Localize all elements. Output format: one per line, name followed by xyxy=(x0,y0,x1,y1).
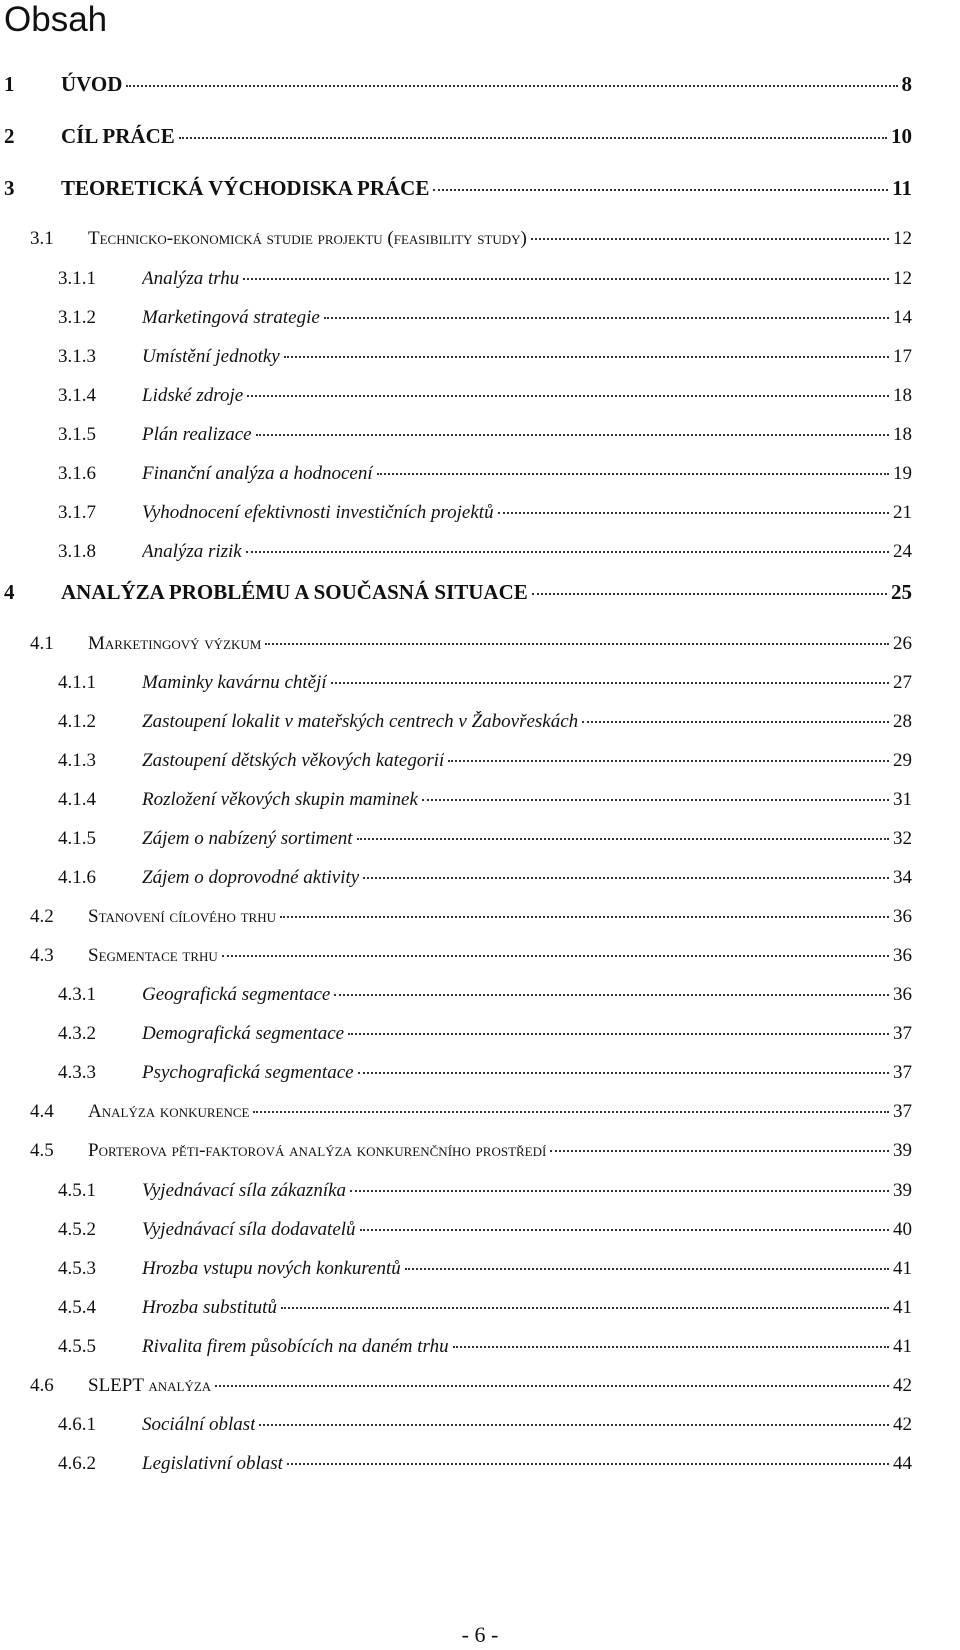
toc-entry-page: 34 xyxy=(893,867,912,888)
toc-dot-leader xyxy=(215,1384,889,1387)
toc-dot-leader xyxy=(363,876,889,879)
toc-entry-title[interactable]: Geografická segmentace xyxy=(142,984,331,1005)
toc-entry-page: 29 xyxy=(893,750,912,771)
toc-entry-page: 18 xyxy=(893,385,912,406)
toc-dot-leader xyxy=(348,1032,889,1035)
toc-entry-title[interactable]: Hrozba vstupu nových konkurentů xyxy=(142,1258,401,1279)
toc-entry-page: 24 xyxy=(893,541,912,562)
toc-dot-leader xyxy=(256,433,889,436)
toc-entry-title[interactable]: Technicko-ekonomická studie projektu (feasibility study) xyxy=(88,228,527,249)
toc-entry-page: 19 xyxy=(893,463,912,484)
toc-dot-leader xyxy=(331,681,889,684)
toc-entry-number: 2 xyxy=(4,124,15,148)
toc-dot-leader xyxy=(405,1267,889,1270)
toc-entry[interactable] xyxy=(58,463,912,485)
toc-entry[interactable] xyxy=(58,1180,912,1202)
toc-entry-title[interactable]: Legislativní oblast xyxy=(142,1453,283,1474)
toc-dot-leader xyxy=(265,642,889,645)
toc-entry-number: 4.1.2 xyxy=(58,711,96,732)
toc-entry-title[interactable]: Rozložení věkových skupin maminek xyxy=(142,789,418,810)
toc-entry-page: 41 xyxy=(893,1336,912,1357)
toc-entry-title[interactable]: Analýza trhu xyxy=(142,268,240,289)
toc-entry-title[interactable]: Zastoupení lokalit v mateřských centrech v Žabovřeskách xyxy=(142,711,579,732)
toc-entry-number: 4.1.4 xyxy=(58,789,96,810)
toc-entry[interactable] xyxy=(58,1297,912,1319)
toc-entry-title[interactable]: Zájem o nabízený sortiment xyxy=(142,828,353,849)
toc-entry-page: 21 xyxy=(893,502,912,523)
toc-dot-leader xyxy=(253,1110,889,1113)
toc-dot-leader xyxy=(246,550,889,553)
toc-dot-leader xyxy=(350,1189,889,1192)
toc-entry-title[interactable]: Finanční analýza a hodnocení xyxy=(142,463,373,484)
toc-entry-number: 4.4 xyxy=(30,1101,54,1122)
toc-entry-page: 31 xyxy=(893,789,912,810)
toc-entry[interactable] xyxy=(58,541,912,563)
toc-dot-leader xyxy=(243,277,889,280)
toc-entry[interactable] xyxy=(58,307,912,329)
toc-entry[interactable] xyxy=(58,711,912,733)
toc-entry-number: 3.1.5 xyxy=(58,424,96,445)
toc-entry-page: 26 xyxy=(893,633,912,654)
toc-dot-leader xyxy=(280,915,889,918)
toc-entry-title[interactable]: Lidské zdroje xyxy=(142,385,244,406)
toc-dot-leader xyxy=(222,954,889,957)
toc-entry-number: 4.6.2 xyxy=(58,1453,96,1474)
toc-entry-number: 3.1.6 xyxy=(58,463,96,484)
toc-entry-title[interactable]: Vyjednávací síla dodavatelů xyxy=(142,1219,356,1240)
toc-entry-page: 8 xyxy=(901,72,912,96)
toc-entry-title[interactable]: Vyjednávací síla zákazníka xyxy=(142,1180,347,1201)
toc-entry[interactable] xyxy=(58,424,912,446)
toc-entry-page: 12 xyxy=(893,228,912,249)
toc-entry-title[interactable]: Rivalita firem působících na daném trhu xyxy=(142,1336,449,1357)
toc-entry[interactable] xyxy=(58,867,912,889)
toc-dot-leader xyxy=(377,472,889,475)
toc-dot-leader xyxy=(531,237,889,240)
toc-dot-leader xyxy=(582,720,889,723)
toc-entry-number: 4.1.5 xyxy=(58,828,96,849)
toc-entry-number: 4.5.2 xyxy=(58,1219,96,1240)
toc-dot-leader xyxy=(422,798,889,801)
toc-entry-number: 3.1.2 xyxy=(58,307,96,328)
toc-entry-page: 12 xyxy=(893,268,912,289)
toc-entry-page: 36 xyxy=(893,945,912,966)
toc-entry[interactable] xyxy=(30,228,912,250)
toc-entry-title[interactable]: TEORETICKÁ VÝCHODISKA PRÁCE xyxy=(61,176,430,200)
toc-entry-title[interactable]: Marketingová strategie xyxy=(142,307,320,328)
toc-entry-title[interactable]: Zájem o doprovodné aktivity xyxy=(142,867,360,888)
toc-entry-page: 41 xyxy=(893,1297,912,1318)
toc-dot-leader xyxy=(498,511,889,514)
toc-entry-title[interactable]: Analýza konkurence xyxy=(88,1101,250,1122)
page-title: Obsah xyxy=(4,0,108,39)
toc-entry-title[interactable]: Maminky kavárnu chtějí xyxy=(142,672,327,693)
toc-entry-page: 36 xyxy=(893,984,912,1005)
toc-entry-title[interactable]: Psychografická segmentace xyxy=(142,1062,354,1083)
toc-entry[interactable] xyxy=(30,906,912,928)
toc-entry[interactable] xyxy=(4,72,912,97)
toc-entry-page: 44 xyxy=(893,1453,912,1474)
toc-entry-title[interactable]: Umístění jednotky xyxy=(142,346,280,367)
toc-entry[interactable] xyxy=(4,124,912,149)
toc-dot-leader xyxy=(550,1149,889,1152)
toc-dot-leader xyxy=(358,1071,889,1074)
toc-dot-leader xyxy=(532,592,887,595)
toc-entry-title[interactable]: CÍL PRÁCE xyxy=(61,124,175,148)
toc-entry[interactable] xyxy=(58,672,912,694)
toc-entry-number: 3.1.8 xyxy=(58,541,96,562)
toc-entry-page: 37 xyxy=(893,1062,912,1083)
toc-dot-leader xyxy=(287,1462,889,1465)
toc-entry-page: 18 xyxy=(893,424,912,445)
toc-entry-number: 4.3.2 xyxy=(58,1023,96,1044)
toc-entry-number: 4.5.5 xyxy=(58,1336,96,1357)
toc-entry-number: 4.3 xyxy=(30,945,54,966)
toc-dot-leader xyxy=(247,394,889,397)
toc-dot-leader xyxy=(360,1228,889,1231)
toc-entry[interactable] xyxy=(58,1336,912,1358)
toc-entry-number: 3.1 xyxy=(30,228,54,249)
toc-entry[interactable] xyxy=(58,346,912,368)
toc-dot-leader xyxy=(433,188,888,191)
toc-entry-page: 42 xyxy=(893,1414,912,1435)
toc-entry[interactable] xyxy=(4,580,912,605)
toc-entry-title[interactable]: Zastoupení dětských věkových kategorií xyxy=(142,750,445,771)
toc-entry-number: 3.1.7 xyxy=(58,502,96,523)
toc-entry-title[interactable]: ÚVOD xyxy=(61,72,123,96)
toc-dot-leader xyxy=(448,759,889,762)
toc-entry[interactable] xyxy=(58,1219,912,1241)
toc-entry-page: 10 xyxy=(891,124,912,148)
toc-entry[interactable] xyxy=(58,502,912,524)
toc-entry-number: 4.6.1 xyxy=(58,1414,96,1435)
toc-entry[interactable] xyxy=(58,789,912,811)
toc-entry[interactable] xyxy=(30,1101,912,1123)
toc-entry-number: 4.1.1 xyxy=(58,672,96,693)
toc-entry-number: 3.1.1 xyxy=(58,268,96,289)
toc-entry[interactable] xyxy=(58,750,912,772)
toc-entry[interactable] xyxy=(30,1140,912,1162)
toc-dot-leader xyxy=(357,837,889,840)
toc-entry-number: 1 xyxy=(4,72,15,96)
toc-entry[interactable] xyxy=(58,984,912,1006)
toc-entry-number: 4.1 xyxy=(30,633,54,654)
toc-dot-leader xyxy=(179,136,887,139)
toc-entry[interactable] xyxy=(30,1375,912,1397)
toc-entry-title[interactable]: Porterova pěti-faktorová analýza konkurenčního prostředí xyxy=(88,1140,547,1161)
toc-entry-number: 4.2 xyxy=(30,906,54,927)
toc-entry-number: 3.1.4 xyxy=(58,385,96,406)
toc-entry-title[interactable]: Vyhodnocení efektivnosti investičních projektů xyxy=(142,502,494,523)
toc-entry-number: 4.5.4 xyxy=(58,1297,96,1318)
toc-entry-title[interactable]: Marketingový výzkum xyxy=(88,633,262,654)
toc-entry-page: 27 xyxy=(893,672,912,693)
toc-dot-leader xyxy=(334,993,889,996)
toc-entry-page: 36 xyxy=(893,906,912,927)
toc-entry-page: 25 xyxy=(891,580,912,604)
toc-entry[interactable] xyxy=(30,945,912,967)
toc-entry-number: 4 xyxy=(4,580,15,604)
toc-entry-page: 39 xyxy=(893,1140,912,1161)
toc-entry-title[interactable]: Hrozba substitutů xyxy=(142,1297,277,1318)
toc-entry-number: 3.1.3 xyxy=(58,346,96,367)
toc-entry-title[interactable]: Plán realizace xyxy=(142,424,252,445)
toc-entry[interactable] xyxy=(4,176,912,201)
toc-dot-leader xyxy=(284,355,889,358)
toc-entry-page: 11 xyxy=(892,176,912,200)
toc-dot-leader xyxy=(259,1423,889,1426)
toc-entry-number: 3 xyxy=(4,176,15,200)
toc-entry[interactable] xyxy=(58,1062,912,1084)
toc-entry-page: 14 xyxy=(893,307,912,328)
toc-entry-title[interactable]: Segmentace trhu xyxy=(88,945,218,966)
toc-entry-number: 4.5.1 xyxy=(58,1180,96,1201)
toc-entry[interactable] xyxy=(58,1023,912,1045)
toc-entry-page: 17 xyxy=(893,346,912,367)
page-number-footer: - 6 - xyxy=(461,1622,499,1647)
toc-dot-leader xyxy=(126,84,897,87)
toc-entry-number: 4.5.3 xyxy=(58,1258,96,1279)
toc-entry-number: 4.1.3 xyxy=(58,750,96,771)
toc-dot-leader xyxy=(281,1306,889,1309)
toc-entry-number: 4.6 xyxy=(30,1375,54,1396)
toc-entry[interactable] xyxy=(58,385,912,407)
toc-entry-title[interactable]: SLEPT analýza xyxy=(88,1375,212,1396)
toc-entry-number: 4.3.3 xyxy=(58,1062,96,1083)
toc-entry-page: 40 xyxy=(893,1219,912,1240)
toc-entry-title[interactable]: Stanovení cílového trhu xyxy=(88,906,277,927)
toc-entry[interactable] xyxy=(58,1414,912,1436)
toc-entry-title[interactable]: Sociální oblast xyxy=(142,1414,256,1435)
toc-entry-page: 28 xyxy=(893,711,912,732)
toc-entry[interactable] xyxy=(58,1258,912,1280)
toc-entry-title[interactable]: ANALÝZA PROBLÉMU A SOUČASNÁ SITUACE xyxy=(61,580,528,604)
toc-entry-number: 4.3.1 xyxy=(58,984,96,1005)
toc-entry-title[interactable]: Analýza rizik xyxy=(142,541,242,562)
toc-entry-page: 37 xyxy=(893,1101,912,1122)
toc-entry-page: 42 xyxy=(893,1375,912,1396)
toc-dot-leader xyxy=(453,1345,889,1348)
toc-entry-page: 41 xyxy=(893,1258,912,1279)
toc-dot-leader xyxy=(324,316,889,319)
toc-entry-page: 32 xyxy=(893,828,912,849)
toc-entry-number: 4.1.6 xyxy=(58,867,96,888)
toc-entry-page: 37 xyxy=(893,1023,912,1044)
toc-entry-title[interactable]: Demografická segmentace xyxy=(142,1023,345,1044)
toc-entry[interactable] xyxy=(58,268,912,290)
toc-entry[interactable] xyxy=(58,1453,912,1475)
toc-entry[interactable] xyxy=(58,828,912,850)
toc-entry[interactable] xyxy=(30,633,912,655)
toc-entry-page: 39 xyxy=(893,1180,912,1201)
toc-entry-number: 4.5 xyxy=(30,1140,54,1161)
